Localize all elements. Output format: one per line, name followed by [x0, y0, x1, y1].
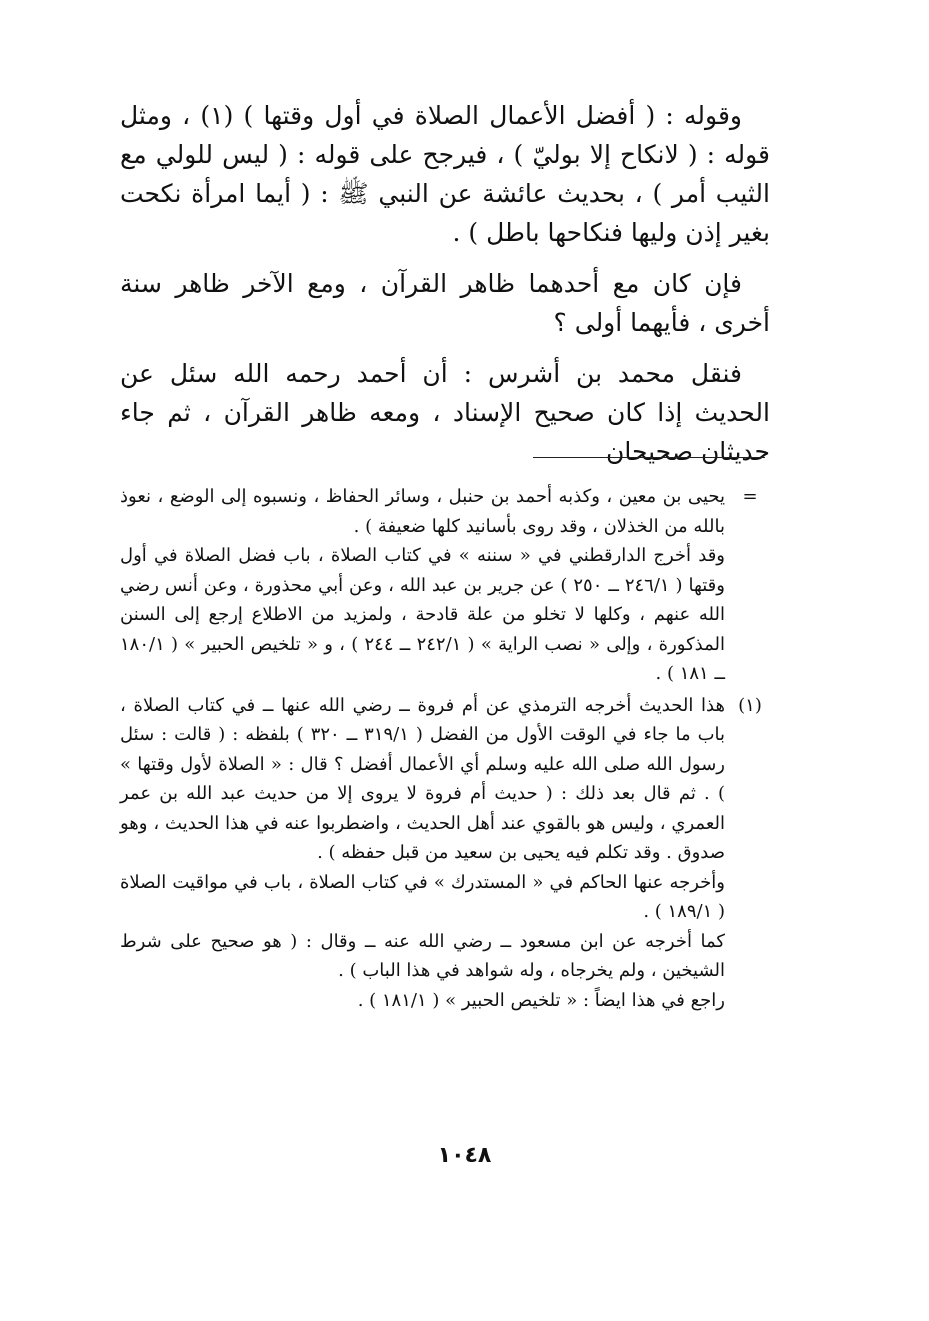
- footnote-line: كما أخرجه عن ابن مسعود ــ رضي الله عنه ــ وقال : ( هو صحيح على شرط الشيخين ، ولم يخرجاه ، وله شواهد في هذا الباب ) .: [120, 930, 725, 981]
- footnote-marker: =: [742, 486, 758, 507]
- footnote-line: راجع في هذا ايضاً : « تلخيص الحبير » ( ١٨١/١ ) .: [357, 989, 725, 1011]
- main-text: [120, 96, 770, 483]
- footnotes: [120, 482, 770, 1017]
- footnote-line: هذا الحديث أخرجه الترمذي عن أم فروة ــ رضي الله عنها ــ في كتاب الصلاة ، باب ما جاء في الوقت الأول من الفضل ( ٣١٩/١ ــ ٣٢٠ ) بلفظه : ( قالت : سئل رسول الله صلى الله عليه وسلم أي الأعمال أفضل ؟ قال : « الصلاة لأول وقتها » ) . ثم قال بعد ذلك : ( حديث أم فروة لا يروى إلا من حديث عبد الله بن عمر العمري ، وليس هو بالقوي عند أهل الحديث ، واضطربوا عنه في هذا الحديث ، وهو صدوق . وقد تكلم فيه يحيى بن سعيد من قبل حفظه ) .: [120, 694, 726, 863]
- footnote-line: وقد أخرج الدارقطني في « سننه » في كتاب الصلاة ، باب فضل الصلاة في أول وقتها ( ٢٤٦/١ ــ ٢٥٠ ) عن جرير بن عبد الله ، وعن أبي محذورة ، وعن أنس رضي الله عنهم ، وكلها لا تخلو من علة قادحة ، ولمزيد من الاطلاع إرجع إلى السنن المذكورة ، وإلى « نصب الراية » ( ٢٤٢/١ ــ ٢٤٤ ) ، و « تلخيص الحبير » ( ١٨٠/١ ــ ١٨١ ) .: [120, 545, 726, 684]
- footnote-1: [120, 691, 770, 1016]
- footnote-continued: [120, 482, 770, 689]
- footnote-line: وأخرجه عنها الحاكم في « المستدرك » في كتاب الصلاة ، باب في مواقيت الصلاة ( ١٨٩/١ ) .: [120, 871, 725, 922]
- footnote-marker: (١): [738, 694, 762, 716]
- paragraph-3: فنقل محمد بن أشرس : أن أحمد رحمه الله سئل عن الحديث إذا كان صحيح الإسناد ، ومعه ظاهر القرآن ، ثم جاء حديثان صحيحان: [120, 359, 770, 466]
- footnote-line: يحيى بن معين ، وكذبه أحمد بن حنبل ، وسائر الحفاظ ، ونسبوه إلى الوضع ، نعوذ بالله من الخذلان ، وقد روى بأسانيد كلها ضعيفة ) .: [120, 486, 725, 537]
- paragraph-1: وقوله : ( أفضل الأعمال الصلاة في أول وقتها ) (١) ، ومثل قوله : ( لانكاح إلا بوليّ ) ، فيرجح على قوله : ( ليس للولي مع الثيب أمر ) ، بحديث عائشة عن النبي ﷺ : ( أيما امرأة نكحت بغير إذن وليها فنكاحها باطل ) .: [120, 101, 770, 247]
- page-number: ١٠٤٨: [437, 1143, 492, 1168]
- paragraph-2: فإن كان مع أحدهما ظاهر القرآن ، ومع الآخر ظاهر سنة أخرى ، فأيهما أولى ؟: [120, 269, 770, 337]
- footnote-divider: [533, 457, 765, 458]
